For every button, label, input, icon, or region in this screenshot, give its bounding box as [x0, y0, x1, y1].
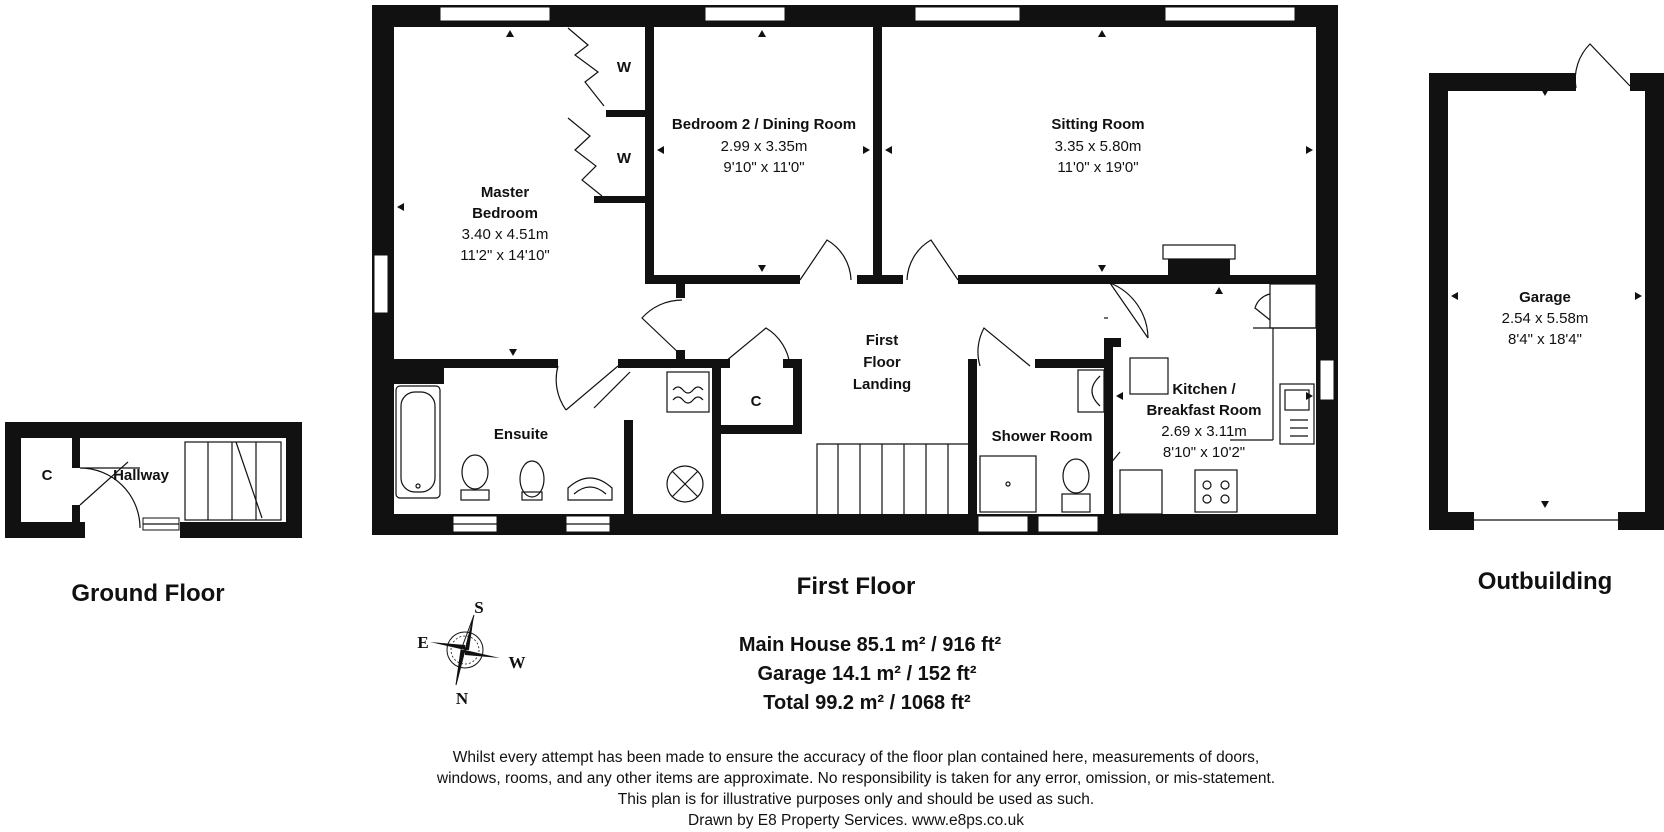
area-total: Total 99.2 m² / 1068 ft²	[763, 692, 971, 714]
basin-icon	[568, 478, 612, 500]
master-bedroom-metric: 3.40 x 4.51m	[461, 226, 549, 243]
disclaimer-line-1: Whilst every attempt has been made to ensure the accuracy of the floor plan contained here, measurements of doors,	[452, 749, 1260, 766]
bedroom2-name: Bedroom 2 / Dining Room	[671, 116, 857, 133]
wardrobe-label-1: W	[616, 59, 632, 76]
bedroom2-metric: 2.99 x 3.35m	[720, 138, 808, 155]
first-floor-stairs	[817, 444, 968, 514]
first-floor-title: First Floor	[796, 573, 916, 600]
toilet-icon	[461, 455, 489, 500]
sitting-room-name: Sitting Room	[1051, 116, 1145, 133]
shower-basin-icon	[1078, 370, 1104, 412]
sitting-room-metric: 3.35 x 5.80m	[1054, 138, 1142, 155]
area-main-house: Main House 85.1 m² / 916 ft²	[738, 634, 1002, 656]
ensuite-label: Ensuite	[493, 426, 549, 443]
ground-stairs	[185, 442, 281, 520]
compass-icon	[417, 598, 525, 708]
master-bedroom-imperial: 11'2" x 14'10"	[460, 247, 550, 264]
compass-n: N	[455, 689, 469, 708]
first-floor-plan	[372, 5, 1338, 600]
compass-s: S	[474, 598, 484, 617]
kitchen-name-2: Breakfast Room	[1146, 402, 1262, 419]
landing-label-2: Floor	[863, 354, 901, 371]
hob-icon	[1195, 470, 1237, 512]
disclaimer-line-2: windows, rooms, and any other items are approximate. No responsibility is taken for any error, omission, or mis-statement.	[436, 770, 1276, 787]
kitchen-metric: 2.69 x 3.11m	[1161, 423, 1247, 440]
landing-label-3: Landing	[852, 376, 912, 393]
sink-icon	[1280, 384, 1314, 444]
master-bedroom-name-1: Master	[480, 184, 530, 201]
disclaimer-line-3: This plan is for illustrative purposes only and should be used as such.	[617, 791, 1095, 808]
landing-label-1: First	[865, 332, 899, 349]
compass-e: E	[417, 633, 429, 652]
shower-room-label: Shower Room	[991, 428, 1093, 445]
garage-imperial: 8'4" x 18'4"	[1508, 331, 1582, 348]
shower-tray-icon	[980, 456, 1036, 512]
area-garage: Garage 14.1 m² / 152 ft²	[757, 663, 977, 685]
shower-toilet-icon	[1062, 459, 1090, 512]
garage-door-icon	[1575, 44, 1630, 88]
hallway-label: Hallway	[113, 467, 169, 484]
outbuilding-title: Outbuilding	[1477, 568, 1613, 595]
bidet-icon	[520, 461, 544, 500]
ground-floor-plan	[5, 422, 302, 607]
garage-metric: 2.54 x 5.58m	[1501, 310, 1589, 327]
bedroom2-imperial: 9'10" x 11'0"	[723, 159, 805, 176]
compass-w: W	[508, 653, 526, 672]
wardrobe-label-2: W	[616, 150, 632, 167]
bath-icon	[396, 386, 440, 498]
master-bedroom-name-2: Bedroom	[472, 205, 538, 222]
kitchen-imperial: 8'10" x 10'2"	[1162, 444, 1246, 461]
kitchen-name-1: Kitchen /	[1172, 381, 1236, 398]
cylinder-icon	[667, 466, 703, 502]
sitting-room-imperial: 11'0" x 19'0"	[1057, 159, 1139, 176]
ground-cupboard-label: C	[41, 467, 53, 484]
garage-name: Garage	[1519, 289, 1571, 306]
cupboard-label: C	[750, 393, 762, 410]
boiler-icon	[667, 372, 709, 412]
disclaimer-line-4: Drawn by E8 Property Services. www.e8ps.co.uk	[688, 812, 1024, 829]
ground-floor-title: Ground Floor	[71, 580, 225, 607]
outbuilding-plan	[1429, 44, 1664, 595]
